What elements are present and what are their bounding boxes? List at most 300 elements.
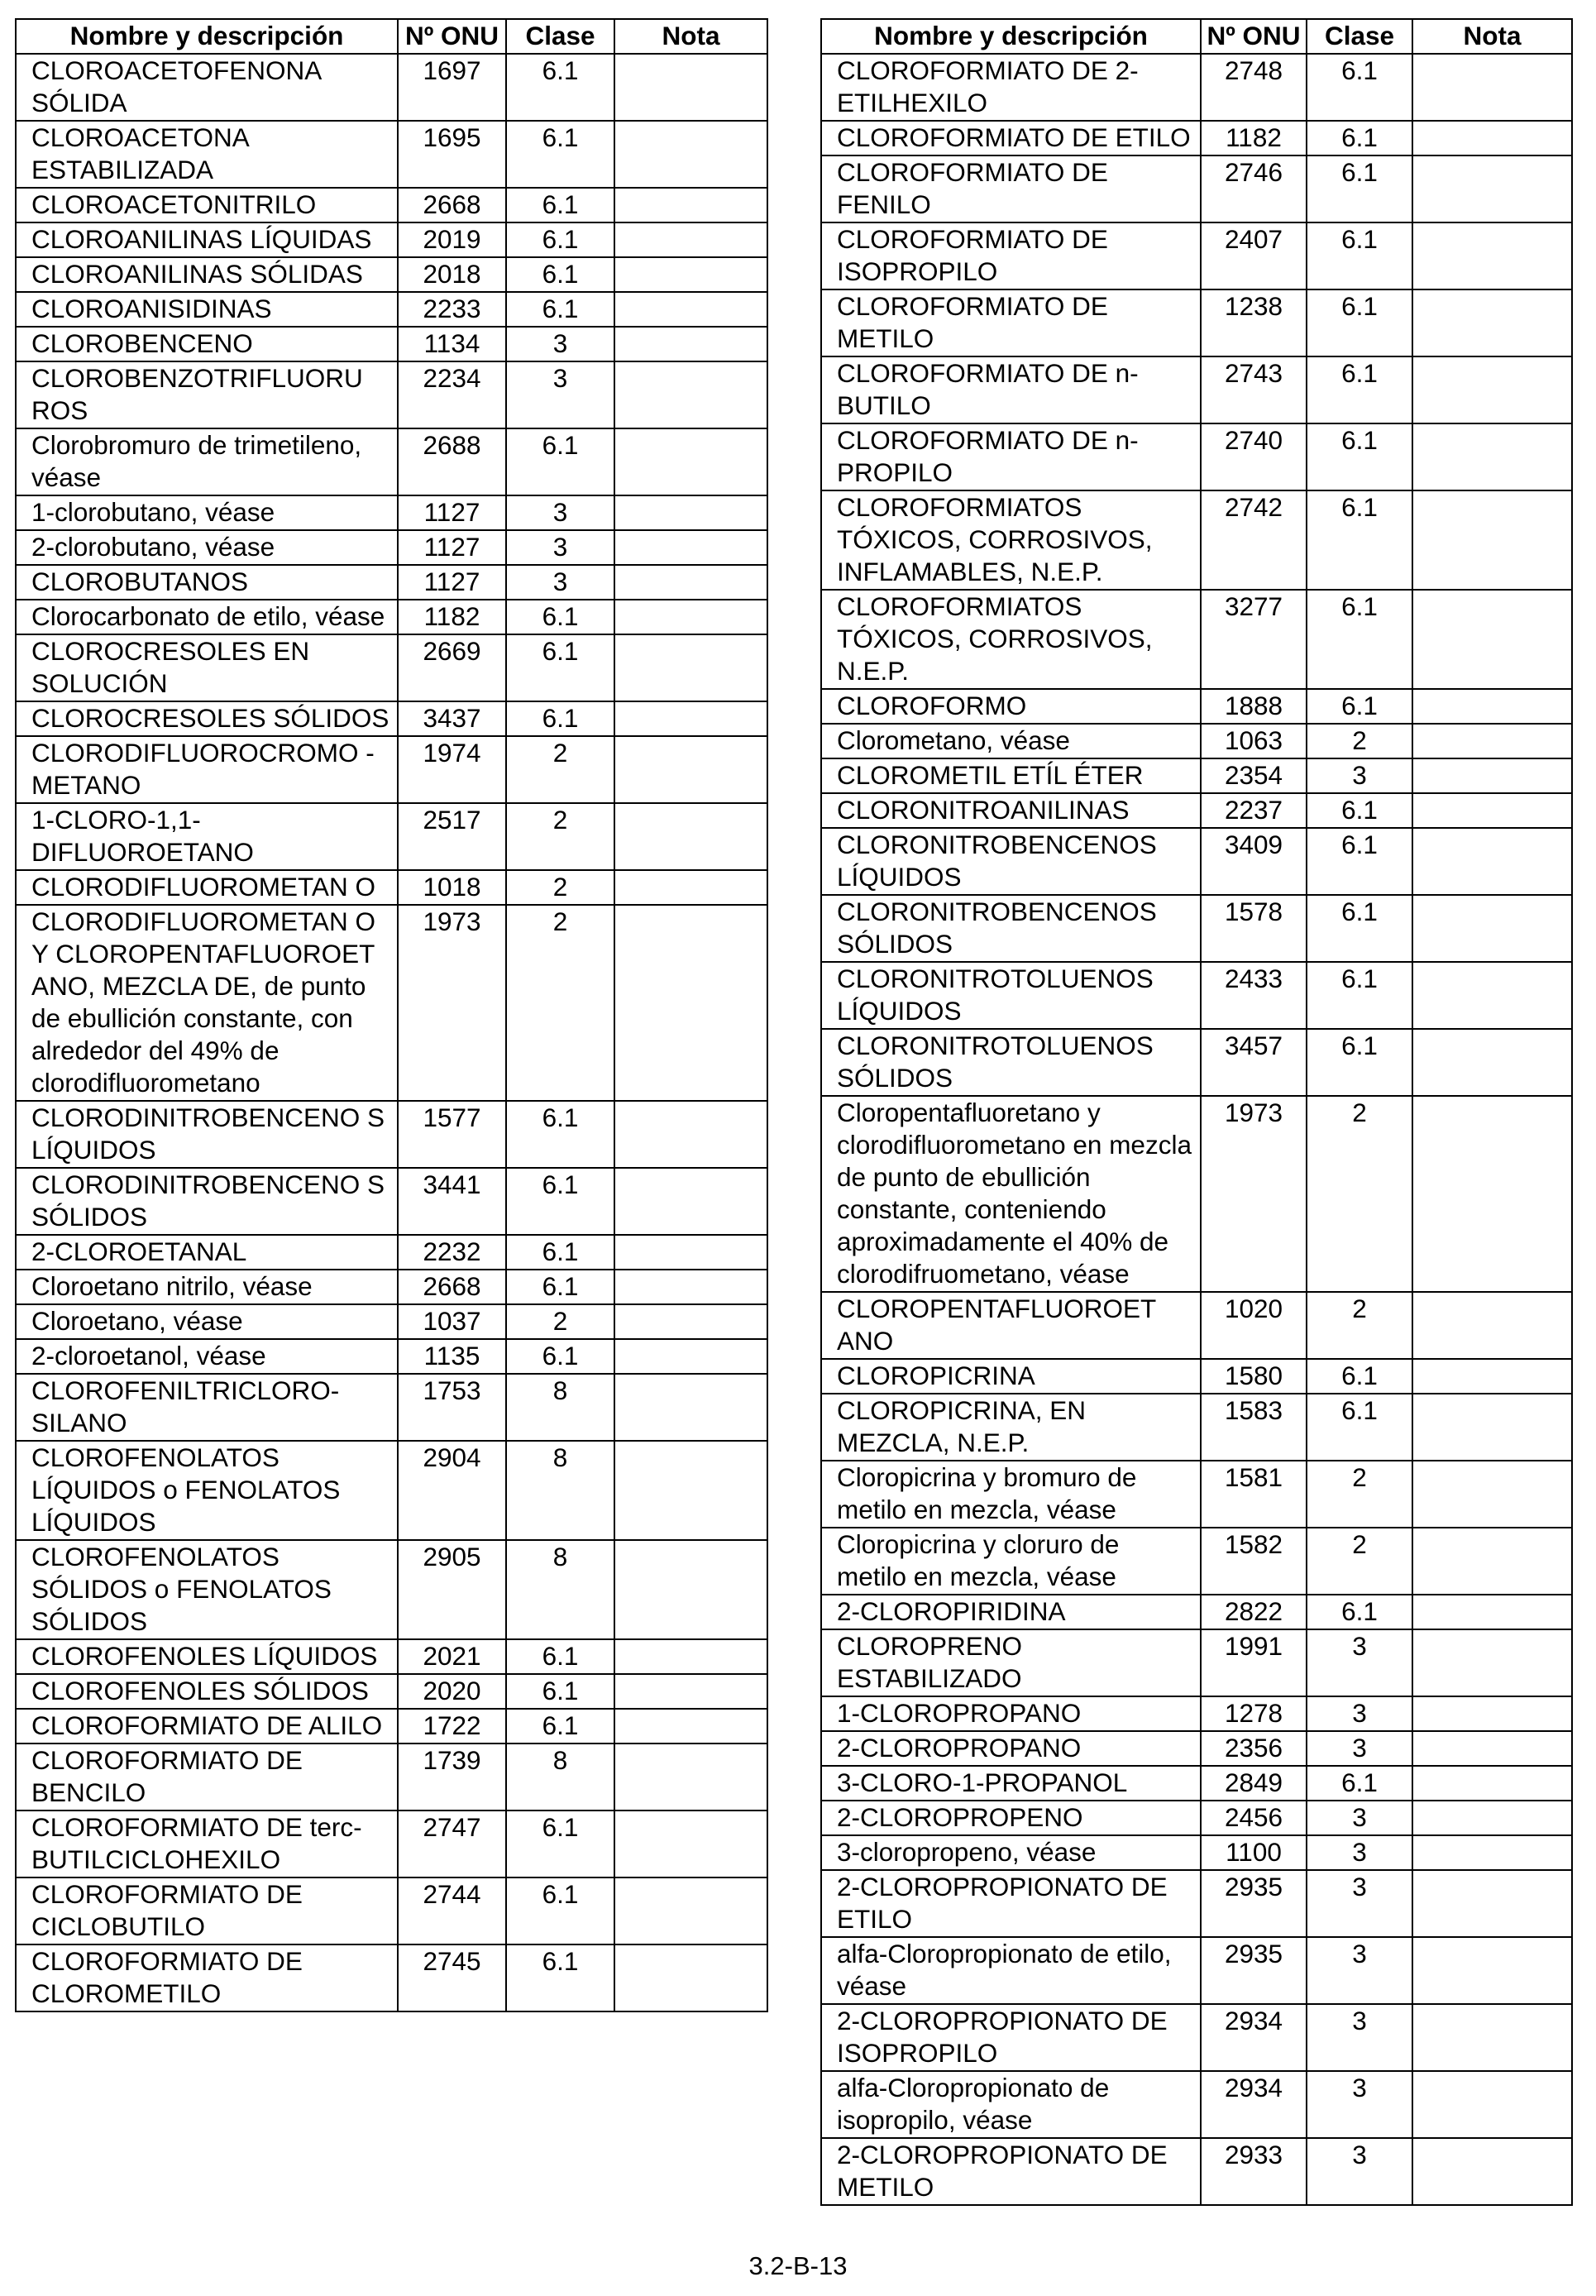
note-cell	[1412, 758, 1572, 793]
un-number-cell: 1100	[1201, 1835, 1307, 1870]
note-cell	[1412, 423, 1572, 490]
substance-name-cell: 1-CLORO-1,1- DIFLUOROETANO	[16, 803, 398, 870]
table-header-row	[821, 19, 1572, 54]
hazard-class-cell: 6.1	[506, 1810, 614, 1877]
table-row	[16, 1441, 767, 1540]
un-number-cell: 1580	[1201, 1359, 1307, 1394]
un-number-cell: 2744	[398, 1877, 506, 1944]
hazard-class-cell: 6.1	[1307, 689, 1412, 724]
substance-name-cell: CLOROFORMIATO DE BENCILO	[16, 1744, 398, 1810]
column-header-onu: Nº ONU	[1201, 19, 1307, 54]
hazard-class-cell: 3	[1307, 1870, 1412, 1937]
note-cell	[614, 361, 767, 428]
hazard-class-cell: 6.1	[1307, 289, 1412, 356]
note-cell	[1412, 356, 1572, 423]
un-number-cell: 2021	[398, 1639, 506, 1674]
note-cell	[1412, 1461, 1572, 1528]
un-number-cell: 2742	[1201, 490, 1307, 590]
note-cell	[1412, 1394, 1572, 1461]
hazard-class-cell: 6.1	[506, 1168, 614, 1235]
substance-name-cell: CLOROBUTANOS	[16, 565, 398, 600]
hazard-class-cell: 6.1	[1307, 490, 1412, 590]
hazard-class-cell: 3	[506, 327, 614, 361]
hazard-class-cell: 2	[506, 803, 614, 870]
hazard-class-cell: 6.1	[506, 1101, 614, 1168]
hazard-class-cell: 3	[506, 361, 614, 428]
substance-name-cell: CLOROFENILTRICLORO- SILANO	[16, 1374, 398, 1441]
table-row	[16, 1339, 767, 1374]
table-row	[821, 1394, 1572, 1461]
table-row	[16, 701, 767, 736]
note-cell	[1412, 1595, 1572, 1629]
table-row	[821, 1359, 1572, 1394]
un-number-cell: 1063	[1201, 724, 1307, 758]
table-row	[821, 1629, 1572, 1696]
substance-name-cell: CLORODIFLUOROMETAN O	[16, 870, 398, 905]
note-cell	[1412, 1766, 1572, 1801]
table-row	[821, 1696, 1572, 1731]
substance-name-cell: CLORONITROTOLUENOS LÍQUIDOS	[821, 962, 1201, 1029]
note-cell	[614, 1540, 767, 1639]
hazard-class-cell: 3	[1307, 1801, 1412, 1835]
note-cell	[614, 1101, 767, 1168]
un-number-cell: 2933	[1201, 2138, 1307, 2205]
table-row	[821, 758, 1572, 793]
un-number-cell: 1578	[1201, 895, 1307, 962]
substance-name-cell: CLORODINITROBENCENO S LÍQUIDOS	[16, 1101, 398, 1168]
hazard-class-cell: 6.1	[1307, 155, 1412, 222]
substance-name-cell: CLOROPICRINA, EN MEZCLA, N.E.P.	[821, 1394, 1201, 1461]
note-cell	[1412, 54, 1572, 121]
table-row	[821, 724, 1572, 758]
hazard-class-cell: 6.1	[506, 257, 614, 292]
note-cell	[1412, 1629, 1572, 1696]
note-cell	[614, 428, 767, 495]
table-row	[821, 1461, 1572, 1528]
hazard-class-cell: 3	[1307, 2071, 1412, 2138]
table-row	[821, 1595, 1572, 1629]
table-row	[16, 54, 767, 121]
table-row	[16, 634, 767, 701]
substance-name-cell: CLOROFORMIATO DE n-PROPILO	[821, 423, 1201, 490]
table-row	[16, 292, 767, 327]
un-number-cell: 2433	[1201, 962, 1307, 1029]
note-cell	[614, 634, 767, 701]
hazard-class-cell: 6.1	[1307, 1359, 1412, 1394]
substance-name-cell: CLORONITROANILINAS	[821, 793, 1201, 828]
un-number-cell: 2407	[1201, 222, 1307, 289]
un-number-cell: 2019	[398, 222, 506, 257]
note-cell	[1412, 1096, 1572, 1292]
hazard-class-cell: 6.1	[1307, 828, 1412, 895]
substance-name-cell: CLOROPICRINA	[821, 1359, 1201, 1394]
substance-name-cell: CLOROFORMIATO DE ALILO	[16, 1709, 398, 1744]
note-cell	[614, 1235, 767, 1270]
table-row	[821, 689, 1572, 724]
substance-name-cell: 2-CLOROPROPIONATO DE ETILO	[821, 1870, 1201, 1937]
un-number-cell: 2237	[1201, 793, 1307, 828]
un-number-cell: 2934	[1201, 2071, 1307, 2138]
hazard-class-cell: 2	[506, 905, 614, 1101]
column-header-name: Nombre y descripción	[16, 19, 398, 54]
substance-name-cell: CLOROFORMIATO DE 2-ETILHEXILO	[821, 54, 1201, 121]
un-number-cell: 2904	[398, 1441, 506, 1540]
un-number-cell: 1127	[398, 565, 506, 600]
table-row	[16, 1101, 767, 1168]
table-row	[821, 2071, 1572, 2138]
un-number-cell: 1018	[398, 870, 506, 905]
table-row	[821, 590, 1572, 689]
un-number-cell: 3441	[398, 1168, 506, 1235]
note-cell	[614, 1744, 767, 1810]
substance-name-cell: 1-CLOROPROPANO	[821, 1696, 1201, 1731]
table-row	[821, 1528, 1572, 1595]
un-number-cell: 2456	[1201, 1801, 1307, 1835]
note-cell	[614, 1441, 767, 1540]
un-number-cell: 2849	[1201, 1766, 1307, 1801]
table-row	[821, 1029, 1572, 1096]
hazard-class-cell: 6.1	[1307, 590, 1412, 689]
substance-name-cell: CLOROFORMIATOS TÓXICOS, CORROSIVOS, N.E.P.	[821, 590, 1201, 689]
table-row	[16, 1709, 767, 1744]
substance-name-cell: Cloropicrina y cloruro de metilo en mezcla, véase	[821, 1528, 1201, 1595]
un-number-cell: 1020	[1201, 1292, 1307, 1359]
substance-name-cell: CLOROANISIDINAS	[16, 292, 398, 327]
hazard-class-cell: 6.1	[506, 1235, 614, 1270]
note-cell	[614, 905, 767, 1101]
un-number-cell: 2905	[398, 1540, 506, 1639]
table-row	[821, 490, 1572, 590]
un-number-cell: 2669	[398, 634, 506, 701]
un-number-cell: 2668	[398, 1270, 506, 1304]
substance-name-cell: CLOROCRESOLES SÓLIDOS	[16, 701, 398, 736]
table-row	[821, 289, 1572, 356]
hazard-class-cell: 6.1	[1307, 121, 1412, 155]
un-number-cell: 1238	[1201, 289, 1307, 356]
table-row	[16, 1639, 767, 1674]
un-number-cell: 1974	[398, 736, 506, 803]
substance-name-cell: 2-CLOROPROPIONATO DE ISOPROPILO	[821, 2004, 1201, 2071]
hazard-class-cell: 6.1	[506, 121, 614, 188]
note-cell	[1412, 155, 1572, 222]
substance-name-cell: CLOROFORMIATO DE METILO	[821, 289, 1201, 356]
table-row	[16, 1304, 767, 1339]
column-header-nota: Nota	[1412, 19, 1572, 54]
hazard-class-cell: 6.1	[1307, 895, 1412, 962]
table-row	[821, 1292, 1572, 1359]
substance-name-cell: 2-CLOROETANAL	[16, 1235, 398, 1270]
note-cell	[1412, 590, 1572, 689]
un-number-cell: 3457	[1201, 1029, 1307, 1096]
hazard-class-cell: 6.1	[506, 1944, 614, 2011]
un-number-cell: 1739	[398, 1744, 506, 1810]
substance-name-cell: CLOROPENTAFLUOROET ANO	[821, 1292, 1201, 1359]
substance-name-cell: alfa-Cloropropionato de isopropilo, véase	[821, 2071, 1201, 2138]
table-row	[821, 222, 1572, 289]
un-number-cell: 3409	[1201, 828, 1307, 895]
table-row	[16, 530, 767, 565]
note-cell	[614, 1374, 767, 1441]
hazard-class-cell: 3	[1307, 1731, 1412, 1766]
note-cell	[1412, 828, 1572, 895]
dangerous-goods-table-right	[820, 18, 1573, 2206]
hazard-class-cell: 3	[1307, 758, 1412, 793]
table-row	[16, 495, 767, 530]
hazard-class-cell: 2	[506, 1304, 614, 1339]
hazard-class-cell: 6.1	[1307, 423, 1412, 490]
hazard-class-cell: 2	[1307, 724, 1412, 758]
un-number-cell: 2748	[1201, 54, 1307, 121]
hazard-class-cell: 6.1	[1307, 1029, 1412, 1096]
note-cell	[1412, 1528, 1572, 1595]
table-row	[821, 54, 1572, 121]
un-number-cell: 2746	[1201, 155, 1307, 222]
table-row	[821, 356, 1572, 423]
note-cell	[614, 121, 767, 188]
hazard-class-cell: 6.1	[506, 1639, 614, 1674]
table-row	[16, 222, 767, 257]
note-cell	[614, 803, 767, 870]
substance-name-cell: 2-CLOROPIRIDINA	[821, 1595, 1201, 1629]
hazard-class-cell: 2	[1307, 1461, 1412, 1528]
un-number-cell: 1278	[1201, 1696, 1307, 1731]
un-number-cell: 3437	[398, 701, 506, 736]
substance-name-cell: alfa-Cloropropionato de etilo, véase	[821, 1937, 1201, 2004]
table-row	[16, 1810, 767, 1877]
note-cell	[1412, 2004, 1572, 2071]
table-row	[16, 121, 767, 188]
hazard-class-cell: 6.1	[1307, 1394, 1412, 1461]
table-row	[16, 1944, 767, 2011]
un-number-cell: 1182	[1201, 121, 1307, 155]
substance-name-cell: CLOROACETONA ESTABILIZADA	[16, 121, 398, 188]
un-number-cell: 1695	[398, 121, 506, 188]
table-header-row	[16, 19, 767, 54]
note-cell	[1412, 962, 1572, 1029]
note-cell	[614, 1877, 767, 1944]
note-cell	[1412, 724, 1572, 758]
table-row	[16, 905, 767, 1101]
substance-name-cell: CLORONITROBENCENOS LÍQUIDOS	[821, 828, 1201, 895]
note-cell	[614, 530, 767, 565]
note-cell	[614, 292, 767, 327]
note-cell	[614, 1810, 767, 1877]
hazard-class-cell: 3	[1307, 1835, 1412, 1870]
table-row	[821, 121, 1572, 155]
un-number-cell: 2935	[1201, 1937, 1307, 2004]
substance-name-cell: CLOROFORMIATO DE n-BUTILO	[821, 356, 1201, 423]
substance-name-cell: CLOROFORMO	[821, 689, 1201, 724]
substance-name-cell: CLOROFORMIATO DE ETILO	[821, 121, 1201, 155]
hazard-class-cell: 2	[1307, 1096, 1412, 1292]
hazard-class-cell: 3	[506, 530, 614, 565]
table-row	[16, 870, 767, 905]
substance-name-cell: CLOROANILINAS LÍQUIDAS	[16, 222, 398, 257]
note-cell	[1412, 895, 1572, 962]
hazard-class-cell: 3	[506, 565, 614, 600]
substance-name-cell: CLOROFORMIATO DE CICLOBUTILO	[16, 1877, 398, 1944]
hazard-class-cell: 3	[1307, 2138, 1412, 2205]
un-number-cell: 1753	[398, 1374, 506, 1441]
note-cell	[614, 495, 767, 530]
note-cell	[1412, 1870, 1572, 1937]
table-row	[16, 565, 767, 600]
hazard-class-cell: 8	[506, 1744, 614, 1810]
note-cell	[1412, 2138, 1572, 2205]
substance-name-cell: CLORONITROBENCENOS SÓLIDOS	[821, 895, 1201, 962]
table-row	[821, 2138, 1572, 2205]
substance-name-cell: Cloroetano nitrilo, véase	[16, 1270, 398, 1304]
hazard-class-cell: 6.1	[506, 701, 614, 736]
note-cell	[614, 1709, 767, 1744]
hazard-class-cell: 6.1	[506, 428, 614, 495]
note-cell	[1412, 121, 1572, 155]
substance-name-cell: CLORODIFLUOROMETAN O Y CLOROPENTAFLUOROET ANO, MEZCLA DE, de punto de ebullición constante, con alrededor del 49% de clorodifluorometano	[16, 905, 398, 1101]
note-cell	[614, 1270, 767, 1304]
un-number-cell: 1991	[1201, 1629, 1307, 1696]
note-cell	[614, 1339, 767, 1374]
un-number-cell: 1583	[1201, 1394, 1307, 1461]
un-number-cell: 2745	[398, 1944, 506, 2011]
page-number: 3.2-B-13	[748, 2251, 848, 2280]
substance-name-cell: 2-CLOROPROPIONATO DE METILO	[821, 2138, 1201, 2205]
hazard-class-cell: 6.1	[506, 600, 614, 634]
un-number-cell: 2743	[1201, 356, 1307, 423]
hazard-class-cell: 3	[1307, 2004, 1412, 2071]
table-row	[16, 1235, 767, 1270]
substance-name-cell: CLOROMETIL ETÍL ÉTER	[821, 758, 1201, 793]
table-row	[16, 327, 767, 361]
table-row	[821, 1870, 1572, 1937]
hazard-class-cell: 3	[1307, 1629, 1412, 1696]
note-cell	[1412, 289, 1572, 356]
hazard-class-cell: 6.1	[506, 1877, 614, 1944]
substance-name-cell: 1-clorobutano, véase	[16, 495, 398, 530]
hazard-class-cell: 6.1	[506, 1674, 614, 1709]
note-cell	[1412, 222, 1572, 289]
hazard-class-cell: 6.1	[506, 1339, 614, 1374]
un-number-cell: 1182	[398, 600, 506, 634]
table-row	[821, 1766, 1572, 1801]
note-cell	[1412, 1029, 1572, 1096]
hazard-class-cell: 8	[506, 1374, 614, 1441]
hazard-class-cell: 6.1	[1307, 793, 1412, 828]
dangerous-goods-table-left	[15, 18, 768, 2012]
column-header-name: Nombre y descripción	[821, 19, 1201, 54]
table-row	[16, 257, 767, 292]
column-header-clase: Clase	[1307, 19, 1412, 54]
table-row	[16, 1674, 767, 1709]
substance-name-cell: CLOROFORMIATO DE terc-BUTILCICLOHEXILO	[16, 1810, 398, 1877]
un-number-cell: 2740	[1201, 423, 1307, 490]
note-cell	[1412, 1835, 1572, 1870]
substance-name-cell: CLORONITROTOLUENOS SÓLIDOS	[821, 1029, 1201, 1096]
hazard-class-cell: 6.1	[1307, 54, 1412, 121]
hazard-class-cell: 6.1	[506, 1270, 614, 1304]
note-cell	[1412, 1292, 1572, 1359]
un-number-cell: 2747	[398, 1810, 506, 1877]
substance-name-cell: 2-cloroetanol, véase	[16, 1339, 398, 1374]
table-row	[821, 1731, 1572, 1766]
note-cell	[614, 1944, 767, 2011]
substance-name-cell: CLORODINITROBENCENO S SÓLIDOS	[16, 1168, 398, 1235]
substance-name-cell: 2-clorobutano, véase	[16, 530, 398, 565]
substance-name-cell: CLOROACETONITRILO	[16, 188, 398, 222]
un-number-cell: 2517	[398, 803, 506, 870]
note-cell	[614, 736, 767, 803]
substance-name-cell: Cloropicrina y bromuro de metilo en mezcla, véase	[821, 1461, 1201, 1528]
un-number-cell: 1037	[398, 1304, 506, 1339]
hazard-class-cell: 6.1	[506, 292, 614, 327]
un-number-cell: 1888	[1201, 689, 1307, 724]
table-row	[821, 828, 1572, 895]
un-number-cell: 2018	[398, 257, 506, 292]
column-header-clase: Clase	[506, 19, 614, 54]
un-number-cell: 1582	[1201, 1528, 1307, 1595]
table-row	[821, 793, 1572, 828]
substance-name-cell: CLOROFENOLATOS LÍQUIDOS o FENOLATOS LÍQUIDOS	[16, 1441, 398, 1540]
hazard-class-cell: 6.1	[1307, 962, 1412, 1029]
note-cell	[614, 222, 767, 257]
substance-name-cell: 3-cloropropeno, véase	[821, 1835, 1201, 1870]
un-number-cell: 2935	[1201, 1870, 1307, 1937]
substance-name-cell: CLOROFENOLES LÍQUIDOS	[16, 1639, 398, 1674]
note-cell	[614, 188, 767, 222]
table-row	[821, 1835, 1572, 1870]
table-row	[821, 962, 1572, 1029]
substance-name-cell: CLOROPRENO ESTABILIZADO	[821, 1629, 1201, 1696]
hazard-class-cell: 6.1	[506, 634, 614, 701]
un-number-cell: 1134	[398, 327, 506, 361]
substance-name-cell: CLOROFENOLES SÓLIDOS	[16, 1674, 398, 1709]
table-row	[16, 1877, 767, 1944]
substance-name-cell: CLOROCRESOLES EN SOLUCIÓN	[16, 634, 398, 701]
note-cell	[1412, 1696, 1572, 1731]
note-cell	[614, 257, 767, 292]
substance-name-cell: CLOROFORMIATO DE FENILO	[821, 155, 1201, 222]
note-cell	[614, 1674, 767, 1709]
un-number-cell: 2020	[398, 1674, 506, 1709]
un-number-cell: 2934	[1201, 2004, 1307, 2071]
substance-name-cell: Cloropentafluoretano y clorodifluorometano en mezcla de punto de ebullición constante, conteniendo aproximadamente el 40% de clorodifruometano, véase	[821, 1096, 1201, 1292]
note-cell	[614, 1639, 767, 1674]
un-number-cell: 1577	[398, 1101, 506, 1168]
note-cell	[1412, 1801, 1572, 1835]
hazard-class-cell: 2	[1307, 1528, 1412, 1595]
hazard-class-cell: 6.1	[1307, 1595, 1412, 1629]
hazard-class-cell: 3	[1307, 1696, 1412, 1731]
hazard-class-cell: 6.1	[506, 1709, 614, 1744]
un-number-cell: 2234	[398, 361, 506, 428]
table-row	[16, 736, 767, 803]
hazard-class-cell: 2	[1307, 1292, 1412, 1359]
column-header-onu: Nº ONU	[398, 19, 506, 54]
hazard-class-cell: 3	[506, 495, 614, 530]
hazard-class-cell: 8	[506, 1540, 614, 1639]
un-number-cell: 2668	[398, 188, 506, 222]
note-cell	[614, 1304, 767, 1339]
table-row	[16, 188, 767, 222]
substance-name-cell: Cloroetano, véase	[16, 1304, 398, 1339]
un-number-cell: 1697	[398, 54, 506, 121]
table-row	[16, 361, 767, 428]
substance-name-cell: CLOROBENCENO	[16, 327, 398, 361]
un-number-cell: 1581	[1201, 1461, 1307, 1528]
hazard-class-cell: 2	[506, 870, 614, 905]
substance-name-cell: Clorocarbonato de etilo, véase	[16, 600, 398, 634]
note-cell	[1412, 490, 1572, 590]
un-number-cell: 2822	[1201, 1595, 1307, 1629]
